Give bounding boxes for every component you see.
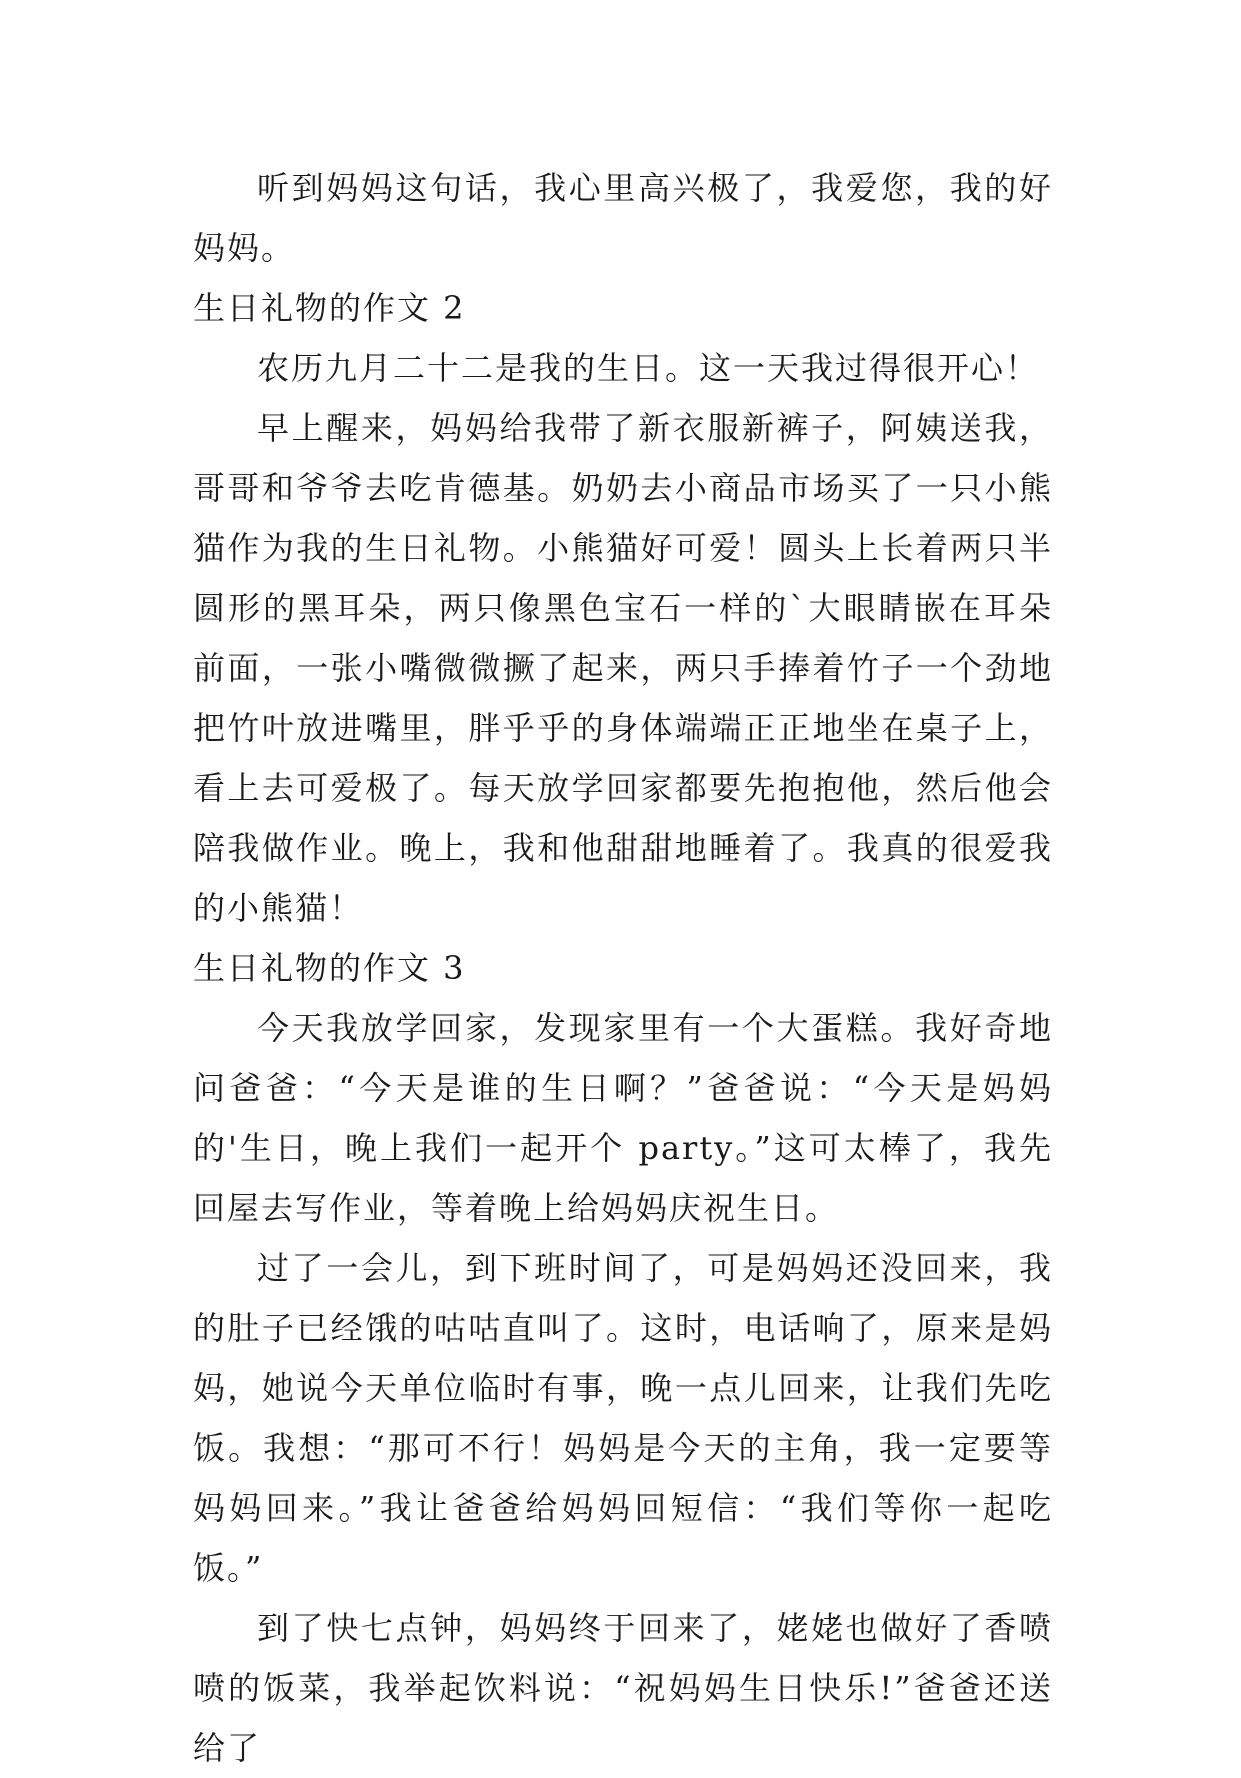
paragraph: 今天我放学回家，发现家里有一个大蛋糕。我好奇地问爸爸：“今天是谁的生日啊？”爸爸说：“今天是妈妈的'生日，晚上我们一起开个 party。”这可太棒了，我先回屋去写作业，等着晚上给妈妈庆祝生日。	[193, 1009, 1053, 1227]
document-body	[193, 158, 1053, 1778]
section-heading: 生日礼物的作文 2	[193, 289, 466, 327]
paragraph: 农历九月二十二是我的生日。这一天我过得很开心！	[257, 349, 1040, 387]
section-heading: 生日礼物的作文 3	[193, 949, 466, 987]
paragraph: 听到妈妈这句话，我心里高兴极了，我爱您，我的好妈妈。	[193, 169, 1053, 267]
paragraph: 过了一会儿，到下班时间了，可是妈妈还没回来，我的肚子已经饿的咕咕直叫了。这时，电话响了，原来是妈妈，她说今天单位临时有事，晚一点儿回来，让我们先吃饭。我想：“那可不行！妈妈是今天的主角，我一定要等妈妈回来。”我让爸爸给妈妈回短信：“我们等你一起吃饭。”	[193, 1249, 1053, 1587]
paragraph: 早上醒来，妈妈给我带了新衣服新裤子，阿姨送我，哥哥和爷爷去吃肯德基。奶奶去小商品市场买了一只小熊猫作为我的生日礼物。小熊猫好可爱！圆头上长着两只半圆形的黑耳朵，两只像黑色宝石一样的`大眼睛嵌在耳朵前面，一张小嘴微微撅了起来，两只手捧着竹子一个劲地把竹叶放进嘴里，胖乎乎的身体端端正正地坐在桌子上，看上去可爱极了。每天放学回家都要先抱抱他，然后他会陪我做作业。晚上，我和他甜甜地睡着了。我真的很爱我的小熊猫！	[193, 409, 1053, 927]
paragraph: 到了快七点钟，妈妈终于回来了，姥姥也做好了香喷喷的饭菜，我举起饮料说：“祝妈妈生日快乐!”爸爸还送给了	[193, 1609, 1053, 1767]
